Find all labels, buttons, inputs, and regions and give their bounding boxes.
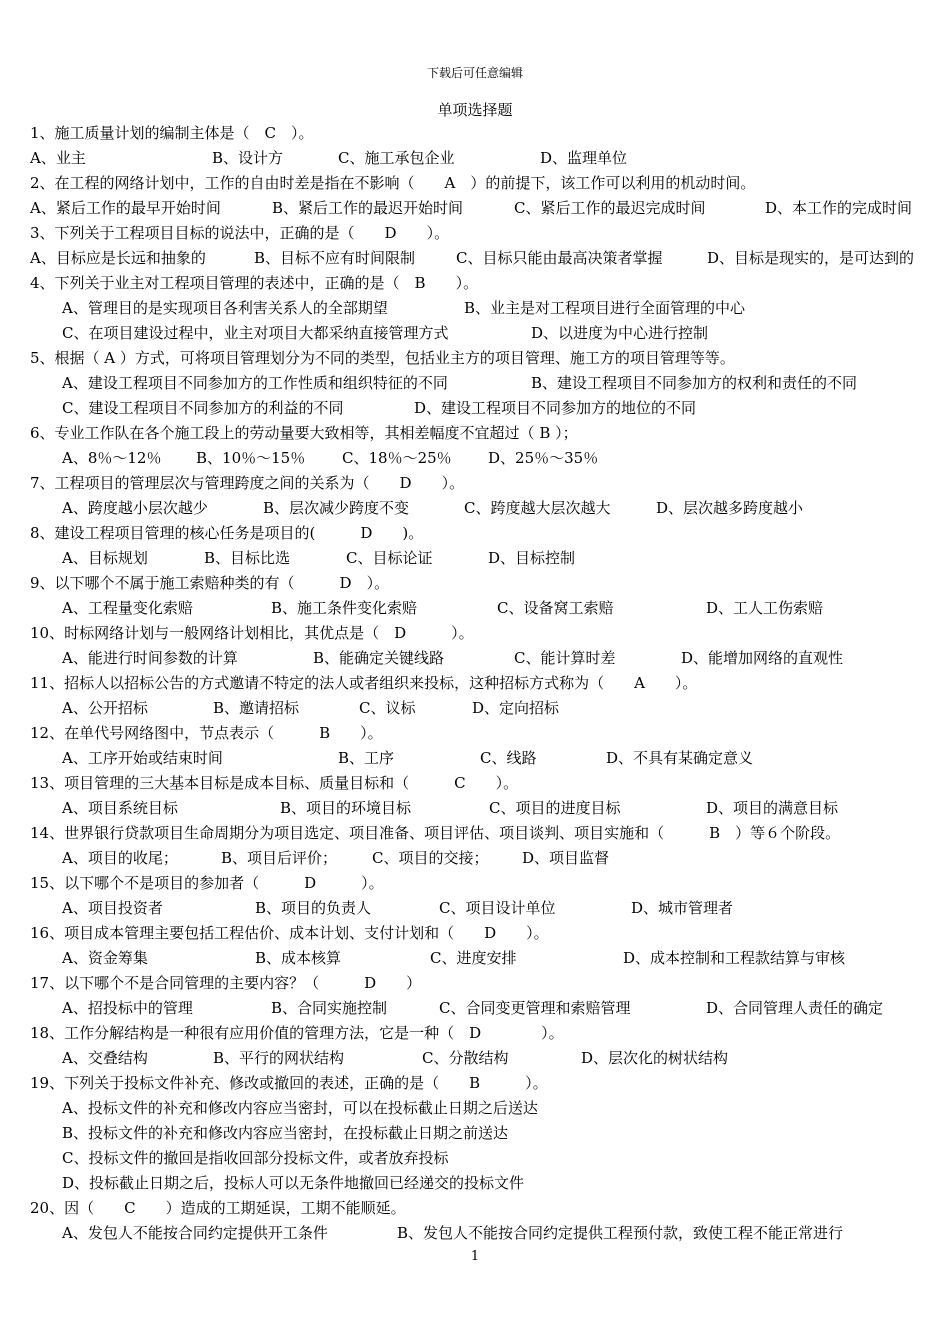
options-11 xyxy=(62,696,560,721)
option-a: A、资金筹集 xyxy=(62,949,148,967)
option-a: A、8％～12％ xyxy=(62,449,162,467)
option-b: B、项目后评价； xyxy=(221,849,338,867)
option-c: C、18％～25％ xyxy=(342,449,452,467)
option-a: A、建设工程项目不同参加方的工作性质和组织特征的不同 xyxy=(62,374,448,392)
options-12 xyxy=(62,746,754,771)
option-c: C、施工承包企业 xyxy=(338,149,455,167)
options-10 xyxy=(62,646,844,671)
option-c: C、目标只能由最高决策者掌握 xyxy=(456,249,663,267)
option-b: B、项目的负责人 xyxy=(255,899,372,917)
option-a: A、交叠结构 xyxy=(62,1049,148,1067)
options-2 xyxy=(30,196,913,221)
option-d: D、以进度为中心进行控制 xyxy=(531,324,709,342)
option-c: C、项目的进度目标 xyxy=(489,799,621,817)
option-b: B、施工条件变化索赔 xyxy=(271,599,418,617)
question-11: 11、招标人以招标公告的方式邀请不特定的法人或者组织来投标，这种招标方式称为（ A ）。 xyxy=(30,674,698,692)
options-8 xyxy=(62,546,576,571)
option-c: C、分散结构 xyxy=(422,1049,509,1067)
page-header: 下载后可任意编辑 xyxy=(426,66,523,80)
question-1: 1、施工质量计划的编制主体是（ C ）。 xyxy=(30,124,314,142)
option-a: A、业主 xyxy=(30,149,86,167)
option-a: A、跨度越小层次越少 xyxy=(62,499,208,517)
option-a: A、招投标中的管理 xyxy=(62,999,193,1017)
option-c: C、能计算时差 xyxy=(514,649,616,667)
option-a: A、项目系统目标 xyxy=(62,799,178,817)
options-7 xyxy=(62,496,804,521)
options-3 xyxy=(30,246,915,271)
option-b: B、10％～15％ xyxy=(196,449,306,467)
option-c: C、合同变更管理和索赔管理 xyxy=(439,999,631,1017)
question-5: 5、根据（ A ）方式，可将项目管理划分为不同的类型，包括业主方的项目管理、施工方的项目管理等等。 xyxy=(30,349,735,367)
option-b: B、合同实施控制 xyxy=(271,999,388,1017)
option-b: B、业主是对工程项目进行全面管理的中心 xyxy=(464,299,746,317)
option-b: B、项目的环境目标 xyxy=(280,799,412,817)
question-18: 18、工作分解结构是一种很有应用价值的管理方法，它是一种（ D ）。 xyxy=(30,1024,564,1042)
option-c: C、跨度越大层次越大 xyxy=(464,499,611,517)
option-d: D、工人工伤索赔 xyxy=(706,599,824,617)
option-c: C、目标论证 xyxy=(346,549,433,567)
page-number: 1 xyxy=(470,1249,480,1264)
option-c: C、议标 xyxy=(359,699,416,717)
question-6: 6、专业工作队在各个施工段上的劳动量要大致相等，其相差幅度不宜超过（ B ）； xyxy=(30,424,578,442)
option-d: D、建设工程项目不同参加方的地位的不同 xyxy=(414,399,697,417)
option-c: C、项目的交接； xyxy=(372,849,489,867)
options-20 xyxy=(62,1221,844,1246)
option-b: B、投标文件的补充和修改内容应当密封，在投标截止日期之前送达 xyxy=(62,1124,509,1142)
options-4-row-1 xyxy=(62,296,746,321)
option-d: D、合同管理人责任的确定 xyxy=(706,999,884,1017)
options-14 xyxy=(62,846,610,871)
option-b: B、能确定关键线路 xyxy=(313,649,445,667)
question-2: 2、在工程的网络计划中，工作的自由时差是指在不影响（ A ）的前提下，该工作可以利用的机动时间。 xyxy=(30,174,756,192)
option-d: D、定向招标 xyxy=(472,699,560,717)
question-17: 17、以下哪个不是合同管理的主要内容？（ D ） xyxy=(30,974,422,992)
option-b: B、成本核算 xyxy=(255,949,342,967)
option-d: D、监理单位 xyxy=(540,149,628,167)
question-9: 9、以下哪个不属于施工索赔种类的有（ D ）。 xyxy=(30,574,390,592)
options-13 xyxy=(62,796,839,821)
option-a: A、工序开始或结束时间 xyxy=(62,749,223,767)
option-a: A、发包人不能按合同约定提供开工条件 xyxy=(62,1224,328,1242)
option-b: B、邀请招标 xyxy=(213,699,300,717)
question-8: 8、建设工程项目管理的核心任务是项目的( D )。 xyxy=(30,524,424,542)
option-a: A、管理目的是实现项目各利害关系人的全部期望 xyxy=(62,299,388,317)
options-5-row-2 xyxy=(62,396,697,421)
option-b: B、工序 xyxy=(338,749,395,767)
option-d: D、层次化的树状结构 xyxy=(581,1049,729,1067)
options-5-row-1 xyxy=(62,371,858,396)
option-a: A、项目投资者 xyxy=(62,899,163,917)
option-b: B、层次减少跨度不变 xyxy=(263,499,410,517)
option-d: D、目标是现实的，是可达到的 xyxy=(707,249,915,267)
option-d: D、目标控制 xyxy=(488,549,576,567)
options-4-row-2 xyxy=(62,321,709,346)
question-13: 13、项目管理的三大基本目标是成本目标、质量目标和（ C ）。 xyxy=(30,774,519,792)
option-a: A、紧后工作的最早开始时间 xyxy=(30,199,221,217)
option-a: A、目标规划 xyxy=(62,549,148,567)
option-a: A、公开招标 xyxy=(62,699,148,717)
option-a: A、项目的收尾； xyxy=(62,849,178,867)
option-d: D、本工作的完成时间 xyxy=(765,199,913,217)
option-d: D、25％～35％ xyxy=(488,449,599,467)
option-c: C、建设工程项目不同参加方的利益的不同 xyxy=(62,399,344,417)
option-b: B、发包人不能按合同约定提供工程预付款，致使工程不能正常进行 xyxy=(397,1224,844,1242)
option-d: D、城市管理者 xyxy=(631,899,734,917)
question-15: 15、以下哪个不是项目的参加者（ D ）。 xyxy=(30,874,384,892)
question-12: 12、在单代号网络图中，节点表示（ B ）。 xyxy=(30,724,383,742)
option-a: A、工程量变化索赔 xyxy=(62,599,193,617)
question-19: 19、下列关于投标文件补充、修改或撤回的表述，正确的是（ B ）。 xyxy=(30,1074,548,1092)
option-b: B、建设工程项目不同参加方的权利和责任的不同 xyxy=(531,374,858,392)
question-4: 4、下列关于业主对工程项目管理的表述中，正确的是（ B ）。 xyxy=(30,274,479,292)
page-title: 单项选择题 xyxy=(437,101,513,119)
options-16 xyxy=(62,946,846,971)
option-c: C、投标文件的撤回是指收回部分投标文件，或者放弃投标 xyxy=(62,1149,449,1167)
question-16: 16、项目成本管理主要包括工程估价、成本计划、支付计划和（ D ）。 xyxy=(30,924,549,942)
option-a: A、投标文件的补充和修改内容应当密封，可以在投标截止日期之后送达 xyxy=(62,1099,538,1117)
options-18 xyxy=(62,1046,729,1071)
option-c: C、在项目建设过程中，业主对项目大都采纳直接管理方式 xyxy=(62,324,449,342)
option-c: C、线路 xyxy=(480,749,537,767)
option-d: D、项目的满意目标 xyxy=(706,799,839,817)
option-d: D、项目监督 xyxy=(522,849,610,867)
option-a: A、能进行时间参数的计算 xyxy=(62,649,238,667)
option-b: B、设计方 xyxy=(212,149,284,167)
option-c: C、进度安排 xyxy=(430,949,517,967)
option-d: D、能增加网络的直观性 xyxy=(681,649,844,667)
question-10: 10、时标网络计划与一般网络计划相比，其优点是（ D ）。 xyxy=(30,624,474,642)
question-3: 3、下列关于工程项目目标的说法中，正确的是（ D ）。 xyxy=(30,224,450,242)
options-1 xyxy=(30,146,628,171)
options-15 xyxy=(62,896,734,921)
option-c: C、设备窝工索赔 xyxy=(497,599,614,617)
question-14: 14、世界银行贷款项目生命周期分为项目选定、项目准备、项目评估、项目谈判、项目实施和（ B ）等６个阶段。 xyxy=(30,824,841,842)
options-9 xyxy=(62,596,824,621)
option-b: B、目标比选 xyxy=(204,549,291,567)
question-20: 20、因（ C ）造成的工期延误，工期不能顺延。 xyxy=(30,1199,406,1217)
option-a: A、目标应是长远和抽象的 xyxy=(30,249,206,267)
option-b: B、平行的网状结构 xyxy=(213,1049,345,1067)
option-c: C、紧后工作的最迟完成时间 xyxy=(514,199,706,217)
option-d: D、成本控制和工程款结算与审核 xyxy=(623,949,846,967)
options-6 xyxy=(62,446,599,471)
option-b: B、紧后工作的最迟开始时间 xyxy=(272,199,464,217)
options-17 xyxy=(62,996,884,1021)
question-7: 7、工程项目的管理层次与管理跨度之间的关系为（ D ）。 xyxy=(30,474,465,492)
option-d: D、层次越多跨度越小 xyxy=(656,499,804,517)
option-c: C、项目设计单位 xyxy=(439,899,556,917)
option-d: D、不具有某确定意义 xyxy=(606,749,754,767)
option-d: D、投标截止日期之后，投标人可以无条件地撤回已经递交的投标文件 xyxy=(62,1174,525,1192)
option-b: B、目标不应有时间限制 xyxy=(254,249,416,267)
